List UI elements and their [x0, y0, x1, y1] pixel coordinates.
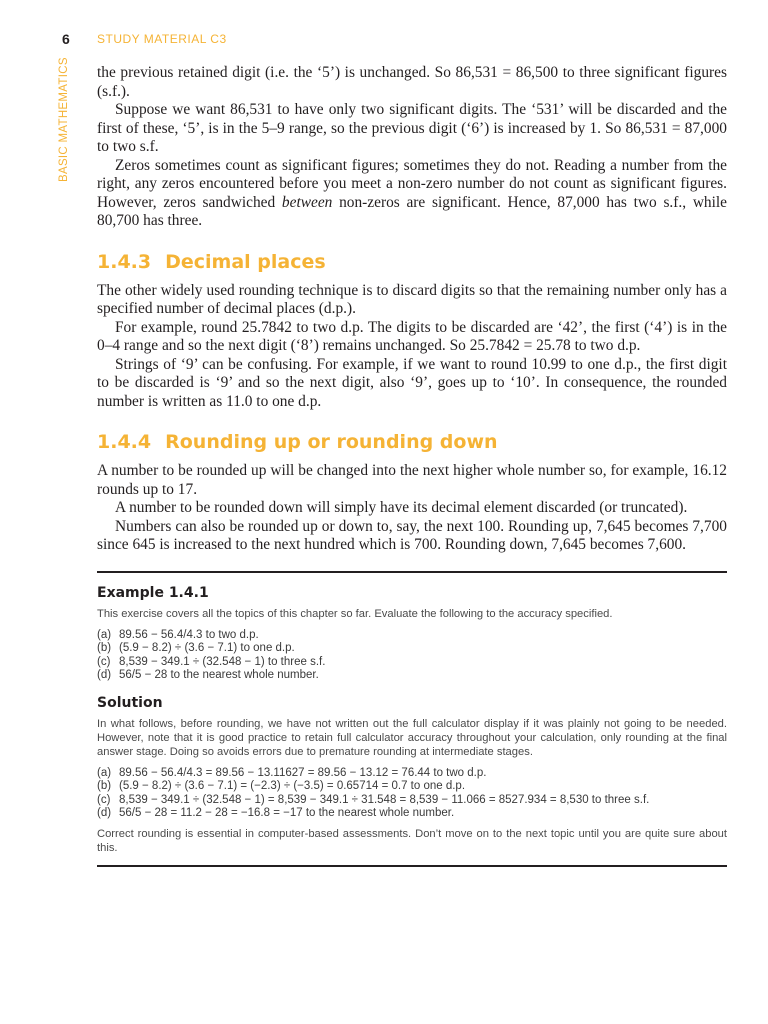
list-item — [97, 629, 727, 643]
example-title: Example 1.4.1 — [97, 584, 209, 601]
item-text: (5.9 − 8.2) ÷ (3.6 − 7.1) to one d.p. — [119, 642, 295, 654]
section-title: Rounding up or rounding down — [165, 431, 498, 453]
item-label: (c) — [97, 793, 111, 806]
item-text: 56/5 − 28 to the nearest whole number. — [119, 669, 319, 681]
page-number: 6 — [62, 31, 70, 47]
solution-intro: In what follows, before rounding, we have not written out the full calculator display if it was plainly not going to be needed. However, note that it is good practice to retain full calculator accuracy throughout your calculation, only rounding at the final answer stage. Doing so avoids errors due to premature rounding at intermediate stages. — [97, 717, 727, 758]
solution-title: Solution — [97, 694, 163, 711]
list-item — [97, 669, 727, 683]
item-text: 8,539 − 349.1 ÷ (32.548 − 1) to three s.f. — [119, 655, 326, 668]
paragraph: Numbers can also be rounded up or down to, say, the next 100. Rounding up, 7,645 becomes 7,700 since 645 is increased to the next hundred which is 700. Rounding down, 7,645 becomes 7,600. — [97, 517, 727, 553]
item-label: (d) — [97, 807, 112, 819]
paragraph: Suppose we want 86,531 to have only two significant digits. The ‘531’ will be discarded and the first of these, ‘5’, is in the 5–9 range, so the previous digit (‘6’) is increased by 1. So 86,531 = 87,000 to two s.f. — [97, 101, 727, 155]
section-number: 1.4.3 — [97, 250, 152, 273]
closing-note: Correct rounding is essential in computer-based assessments. Don’t move on to the next topic until you are quite sure about this. — [97, 827, 727, 854]
text-span: Zeros sometimes count as significant figures; sometimes they do not. Reading a number from the right, any zeros encountered before you meet a non-zero number do not count as significant figures. However, zeros sandwiched — [97, 156, 727, 211]
text-span: non-zeros are significant. Hence, 87,000 has two s.f., while 80,700 has three. — [97, 193, 728, 229]
section-heading-decimal-places — [97, 251, 727, 273]
item-label: (a) — [97, 628, 112, 641]
paragraph: Strings of ‘9’ can be confusing. For example, if we want to round 10.99 to one d.p., the first digit to be discarded is ‘9’ and so the next digit, also ‘9’, goes up to ‘10’. In consequence, the rounded number is written as 11.0 to one d.p. — [97, 355, 727, 410]
item-label: (c) — [97, 655, 111, 668]
item-text: 89.56 − 56.4/4.3 = 89.56 − 13.11627 = 89.56 − 13.12 = 76.44 to two d.p. — [119, 766, 487, 779]
side-section-label: BASIC MATHEMATICS — [58, 57, 70, 182]
item-text: 56/5 − 28 = 11.2 − 28 = −16.8 = −17 to the nearest whole number. — [119, 807, 455, 819]
list-item — [97, 807, 727, 821]
paragraph-zeros — [97, 157, 727, 231]
item-label: (b) — [97, 642, 112, 654]
section-number: 1.4.4 — [97, 431, 152, 453]
paragraph: For example, round 25.7842 to two d.p. The digits to be discarded are ‘42’, the first (‘4’) is in the 0–4 range and so the next digit (‘8’) remains unchanged. So 25.7842 = 25.78 to two d.p. — [97, 318, 727, 354]
list-item — [97, 794, 727, 808]
list-item — [97, 642, 727, 656]
item-text: 89.56 − 56.4/4.3 to two d.p. — [119, 628, 259, 641]
paragraph: A number to be rounded up will be changed into the next higher whole number so, for example, 16.12 rounds up to 17. — [97, 462, 727, 498]
emphasis: between — [281, 193, 333, 211]
item-label: (d) — [97, 669, 112, 681]
page-body — [97, 64, 727, 867]
example-box — [97, 571, 727, 867]
running-title: STUDY MATERIAL C3 — [97, 32, 227, 46]
paragraph: The other widely used rounding technique is to discard digits so that the remaining number only has a specified number of decimal places (d.p.). — [97, 281, 727, 317]
item-text: (5.9 − 8.2) ÷ (3.6 − 7.1) = (−2.3) ÷ (−3.5) = 0.65714 = 0.7 to one d.p. — [119, 780, 466, 792]
section-heading-rounding — [97, 431, 727, 453]
item-text: 8,539 − 349.1 ÷ (32.548 − 1) = 8,539 − 349.1 ÷ 31.548 = 8,539 − 11.066 = 8527.934 = 8,530 to three s.f. — [119, 793, 650, 806]
example-intro: This exercise covers all the topics of this chapter so far. Evaluate the following to the accuracy specified. — [97, 607, 613, 620]
list-item — [97, 656, 727, 670]
paragraph: the previous retained digit (i.e. the ‘5’) is unchanged. So 86,531 = 86,500 to three significant figures (s.f.). — [97, 64, 727, 100]
list-item — [97, 780, 727, 794]
item-label: (a) — [97, 766, 112, 779]
item-label: (b) — [97, 780, 112, 792]
section-title: Decimal places — [165, 250, 326, 273]
list-item — [97, 767, 727, 781]
exercise-list — [97, 629, 727, 683]
paragraph: A number to be rounded down will simply have its decimal element discarded (or truncated). — [115, 499, 688, 516]
solution-list — [97, 767, 727, 821]
